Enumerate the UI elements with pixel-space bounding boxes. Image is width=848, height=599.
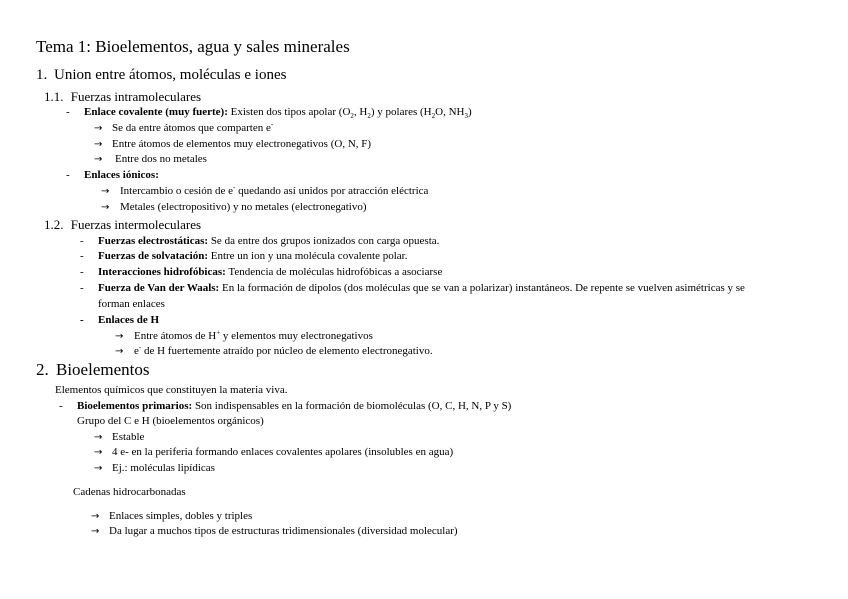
covalent-subitem: Entre átomos de elementos muy electronegativos (O, N, F) — [112, 138, 372, 150]
document-title: Tema 1: Bioelementos, agua y sales minerales — [36, 37, 350, 56]
hydrogen-subitem-text-b: y elementos muy electronegativos — [220, 330, 373, 342]
section-1-2-number: 1.2. — [44, 217, 64, 232]
bullet-dash: - — [66, 106, 70, 118]
arrow-right-icon: → — [115, 331, 124, 342]
intermolecular-item-text: Entre un ion y una molécula covalente polar. — [207, 250, 408, 262]
arrow-right-icon: → — [94, 123, 103, 134]
chains-subitem: Da lugar a muchos tipos de estructuras tridimensionales (diversidad molecular) — [109, 525, 458, 537]
intermolecular-item-text: En la formación de dipolos (dos moléculas que se van a polarizar) instantáneos. De repente se vuelven asimétricas y se — [219, 282, 745, 294]
section-1-1-number: 1.1. — [44, 89, 64, 104]
primary-bioelements-text: Son indispensables en la formación de biomoléculas (O, C, H, N, P y S) — [192, 400, 512, 412]
subscript-3: 3 — [464, 112, 468, 121]
bullet-dash: - — [80, 314, 84, 326]
group-c-h-label: Grupo del C e H (bioelementos orgánicos) — [77, 415, 264, 427]
superscript-plus: + — [216, 328, 221, 337]
arrow-right-icon: → — [94, 154, 103, 165]
hydrogen-subitem — [134, 328, 373, 342]
group-subitem: 4 e- en la periferia formando enlaces covalentes apolares (insolubles en agua) — [112, 446, 454, 458]
section-2-heading — [36, 361, 149, 378]
bioelementos-intro: Elementos químicos que constituyen la materia viva. — [55, 384, 288, 396]
primary-bioelements-item — [77, 401, 511, 412]
electron-symbol: e — [134, 345, 139, 357]
intermolecular-item — [98, 251, 407, 262]
covalent-text-b: , H — [353, 106, 368, 118]
arrow-right-icon: → — [115, 346, 124, 357]
intermolecular-item — [98, 283, 745, 294]
arrow-right-icon: → — [94, 463, 103, 474]
arrow-right-icon: → — [101, 186, 110, 197]
section-1-number: 1. — [36, 67, 48, 83]
arrow-right-icon: → — [91, 511, 100, 522]
intermolecular-item-label: Fuerzas de solvatación: — [98, 250, 208, 262]
ionic-bond-label: Enlaces iónicos: — [84, 169, 159, 181]
bullet-dash: - — [80, 250, 84, 262]
section-1-heading — [36, 68, 286, 83]
arrow-right-icon: → — [101, 202, 110, 213]
arrow-right-icon: → — [91, 526, 100, 537]
chains-subitem: Enlaces simples, dobles y triples — [109, 510, 253, 522]
section-1-2-heading — [44, 218, 201, 231]
group-subitem: Estable — [112, 431, 145, 443]
subscript-2: 2 — [350, 112, 354, 121]
intermolecular-item-label: Fuerza de Van der Waals: — [98, 282, 220, 294]
covalent-bond-item — [84, 106, 472, 121]
bullet-dash: - — [80, 282, 84, 294]
section-2-title: Bioelementos — [56, 360, 150, 379]
arrow-right-icon: → — [94, 447, 103, 458]
hydrogen-subitem-text-a: Entre átomos de H — [134, 330, 217, 342]
subscript-2: 2 — [367, 112, 371, 121]
intermolecular-item — [98, 267, 442, 278]
superscript-minus: - — [138, 343, 142, 352]
hydrocarbon-chains-label: Cadenas hidrocarbonadas — [73, 486, 186, 498]
covalent-text-e: ) — [467, 106, 472, 118]
intermolecular-item — [98, 236, 439, 247]
subscript-2: 2 — [431, 112, 436, 121]
section-1-2-title: Fuerzas intermoleculares — [70, 217, 202, 232]
covalent-subitem — [112, 120, 274, 134]
hydrogen-bond-label: Enlaces de H — [98, 314, 160, 326]
ionic-subitem-text-a: Intercambio o cesión de e — [120, 185, 234, 197]
section-2-number: 2. — [36, 360, 49, 379]
bullet-dash: - — [59, 400, 63, 412]
superscript-minus: - — [233, 183, 236, 192]
intermolecular-item-continuation: forman enlaces — [98, 298, 165, 310]
intermolecular-item-text: Tendencia de moléculas hidrofóbicas a asociarse — [225, 266, 443, 278]
covalent-subitem: Entre dos no metales — [115, 153, 207, 165]
covalent-text-a: Existen dos tipos apolar (O — [227, 106, 351, 118]
intermolecular-item-label: Interacciones hidrofóbicas: — [98, 266, 226, 278]
section-1-1-title: Fuerzas intramoleculares — [70, 89, 202, 104]
ionic-subitem: Metales (electropositivo) y no metales (electronegativo) — [120, 201, 367, 213]
hydrogen-subitem-text: de H fuertemente atraído por núcleo de elemento electronegativo. — [141, 345, 433, 357]
section-1-1-heading — [44, 90, 201, 103]
arrow-right-icon: → — [94, 432, 103, 443]
bullet-dash: - — [66, 169, 70, 181]
intermolecular-item-text: Se da entre dos grupos ionizados con carga opuesta. — [208, 235, 440, 247]
section-1-title: Union entre átomos, moléculas e iones — [54, 67, 287, 83]
covalent-text-c: ) y polares (H — [370, 106, 432, 118]
superscript-minus: - — [270, 120, 274, 129]
covalent-subitem-text: Se da entre átomos que comparten e — [112, 122, 271, 134]
hydrogen-subitem — [134, 343, 433, 357]
bullet-dash: - — [80, 266, 84, 278]
covalent-text-d: O, NH — [435, 106, 465, 118]
ionic-subitem — [120, 183, 429, 197]
ionic-subitem-text-b: quedando así unidos por atracción eléctrica — [235, 185, 429, 197]
group-subitem: Ej.: moléculas lipídicas — [112, 462, 215, 474]
arrow-right-icon: → — [94, 139, 103, 150]
intermolecular-item-label: Fuerzas electrostáticas: — [98, 235, 209, 247]
covalent-bond-label: Enlace covalente (muy fuerte): — [84, 106, 228, 118]
primary-bioelements-label: Bioelementos primarios: — [77, 400, 193, 412]
bullet-dash: - — [80, 235, 84, 247]
